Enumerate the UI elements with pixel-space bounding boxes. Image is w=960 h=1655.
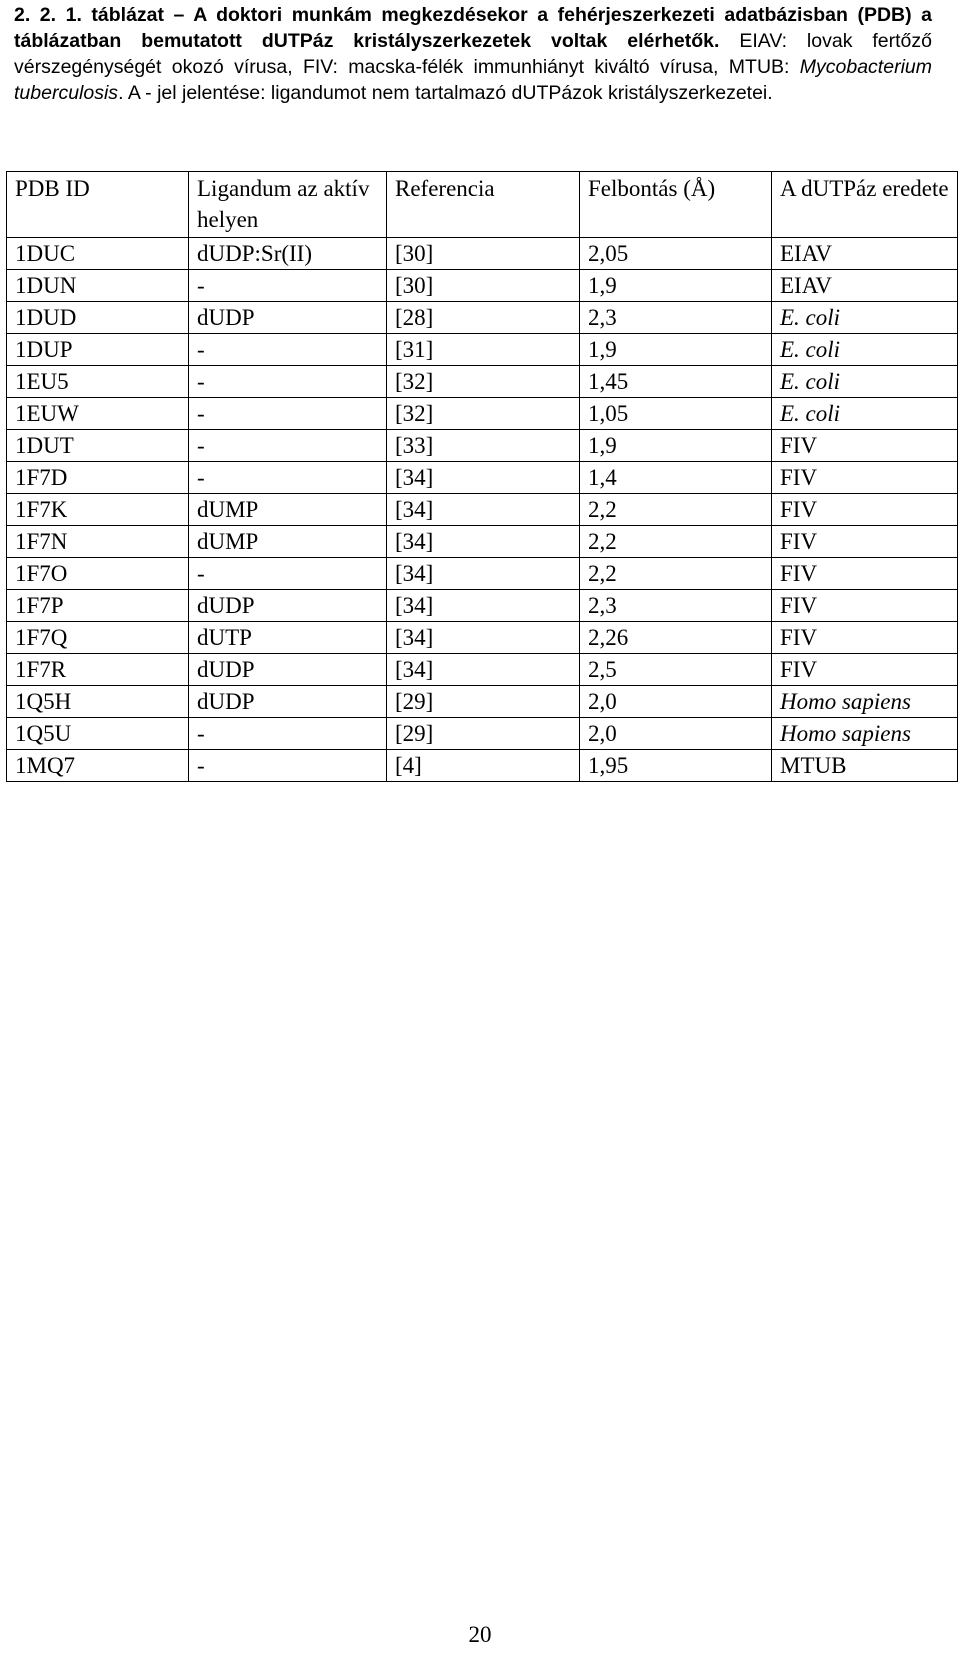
- cell-reference: [31]: [387, 334, 580, 366]
- cell-origin: FIV: [772, 526, 958, 558]
- table-row: [7, 238, 958, 270]
- cell-ligand: dUDP:Sr(II): [189, 238, 387, 270]
- table-row: [7, 430, 958, 462]
- cell-origin: FIV: [772, 590, 958, 622]
- cell-resolution: 1,9: [580, 430, 772, 462]
- cell-ligand: -: [189, 366, 387, 398]
- cell-reference: [32]: [387, 398, 580, 430]
- table-row: [7, 398, 958, 430]
- cell-pdb-id: 1F7O: [7, 558, 189, 590]
- page-number: 20: [468, 1622, 492, 1647]
- cell-resolution: 2,2: [580, 494, 772, 526]
- cell-ligand: -: [189, 398, 387, 430]
- caption-species-name: Mycobacterium tuberculosis: [14, 56, 932, 104]
- table-row: [7, 334, 958, 366]
- cell-resolution: 1,05: [580, 398, 772, 430]
- cell-pdb-id: 1DUN: [7, 270, 189, 302]
- cell-ligand: dUTP: [189, 622, 387, 654]
- table-row: [7, 494, 958, 526]
- cell-pdb-id: 1F7Q: [7, 622, 189, 654]
- cell-ligand: dUMP: [189, 526, 387, 558]
- cell-origin: MTUB: [772, 750, 958, 782]
- cell-resolution: 2,2: [580, 558, 772, 590]
- cell-resolution: 1,9: [580, 334, 772, 366]
- cell-pdb-id: 1DUP: [7, 334, 189, 366]
- cell-origin: FIV: [772, 430, 958, 462]
- cell-resolution: 1,9: [580, 270, 772, 302]
- caption-title: 2. 2. 1. táblázat – A doktori munkám megkezdésekor a fehérjeszerkezeti adatbázisban (PDB) a táblázatban bemutatott dUTPáz kristályszerkezetek voltak elérhetők.: [14, 4, 932, 52]
- cell-reference: [33]: [387, 430, 580, 462]
- cell-origin: FIV: [772, 654, 958, 686]
- cell-reference: [4]: [387, 750, 580, 782]
- cell-ligand: dUDP: [189, 654, 387, 686]
- table-body: [7, 238, 958, 782]
- table-row: [7, 558, 958, 590]
- cell-pdb-id: 1DUC: [7, 238, 189, 270]
- cell-origin: E. coli: [772, 398, 958, 430]
- cell-origin: EIAV: [772, 238, 958, 270]
- cell-reference: [30]: [387, 270, 580, 302]
- cell-ligand: -: [189, 334, 387, 366]
- cell-reference: [34]: [387, 622, 580, 654]
- header-pdb-id: PDB ID: [7, 172, 189, 238]
- dutpase-structures-table: [6, 171, 958, 782]
- cell-ligand: -: [189, 430, 387, 462]
- table-row: [7, 526, 958, 558]
- cell-pdb-id: 1EUW: [7, 398, 189, 430]
- cell-resolution: 1,45: [580, 366, 772, 398]
- cell-ligand: -: [189, 462, 387, 494]
- table-header-row: [7, 172, 958, 238]
- cell-reference: [34]: [387, 526, 580, 558]
- table-row: [7, 366, 958, 398]
- cell-origin: FIV: [772, 462, 958, 494]
- cell-origin: E. coli: [772, 366, 958, 398]
- cell-resolution: 2,0: [580, 718, 772, 750]
- header-reference: Referencia: [387, 172, 580, 238]
- cell-ligand: dUMP: [189, 494, 387, 526]
- cell-origin: E. coli: [772, 334, 958, 366]
- cell-origin: FIV: [772, 558, 958, 590]
- table-row: [7, 462, 958, 494]
- cell-ligand: dUDP: [189, 302, 387, 334]
- caption-text-1: EIAV: lovak fertőző vérszegénységét okozó vírusa, FIV: macska-félék immunhiányt kiváltó vírusa, MTUB:: [14, 30, 932, 78]
- cell-resolution: 2,3: [580, 302, 772, 334]
- cell-origin: Homo sapiens: [772, 718, 958, 750]
- table-row: [7, 654, 958, 686]
- cell-resolution: 2,26: [580, 622, 772, 654]
- cell-reference: [28]: [387, 302, 580, 334]
- cell-ligand: -: [189, 750, 387, 782]
- cell-resolution: 1,4: [580, 462, 772, 494]
- cell-resolution: 2,05: [580, 238, 772, 270]
- table-row: [7, 302, 958, 334]
- table-row: [7, 622, 958, 654]
- cell-resolution: 2,0: [580, 686, 772, 718]
- header-resolution: Felbontás (Å): [580, 172, 772, 238]
- cell-resolution: 1,95: [580, 750, 772, 782]
- cell-reference: [30]: [387, 238, 580, 270]
- cell-reference: [34]: [387, 558, 580, 590]
- cell-reference: [34]: [387, 590, 580, 622]
- cell-reference: [29]: [387, 686, 580, 718]
- table-row: [7, 750, 958, 782]
- cell-pdb-id: 1MQ7: [7, 750, 189, 782]
- cell-ligand: dUDP: [189, 686, 387, 718]
- cell-pdb-id: 1DUT: [7, 430, 189, 462]
- cell-reference: [34]: [387, 494, 580, 526]
- cell-resolution: 2,3: [580, 590, 772, 622]
- cell-ligand: -: [189, 718, 387, 750]
- header-origin: A dUTPáz eredete: [772, 172, 958, 238]
- cell-origin: Homo sapiens: [772, 686, 958, 718]
- table-row: [7, 718, 958, 750]
- header-ligand: Ligandum az aktív helyen: [189, 172, 387, 238]
- cell-pdb-id: 1F7N: [7, 526, 189, 558]
- cell-origin: FIV: [772, 494, 958, 526]
- cell-pdb-id: 1EU5: [7, 366, 189, 398]
- cell-pdb-id: 1F7R: [7, 654, 189, 686]
- cell-resolution: 2,5: [580, 654, 772, 686]
- cell-pdb-id: 1Q5U: [7, 718, 189, 750]
- cell-reference: [34]: [387, 462, 580, 494]
- caption-text-2: . A - jel jelentése: ligandumot nem tartalmazó dUTPázok kristályszerkezetei.: [118, 82, 773, 104]
- cell-origin: E. coli: [772, 302, 958, 334]
- cell-origin: FIV: [772, 622, 958, 654]
- cell-origin: EIAV: [772, 270, 958, 302]
- table-row: [7, 590, 958, 622]
- cell-ligand: -: [189, 270, 387, 302]
- cell-reference: [32]: [387, 366, 580, 398]
- cell-ligand: dUDP: [189, 590, 387, 622]
- cell-reference: [29]: [387, 718, 580, 750]
- cell-pdb-id: 1F7P: [7, 590, 189, 622]
- cell-resolution: 2,2: [580, 526, 772, 558]
- cell-reference: [34]: [387, 654, 580, 686]
- cell-ligand: -: [189, 558, 387, 590]
- cell-pdb-id: 1Q5H: [7, 686, 189, 718]
- table-row: [7, 270, 958, 302]
- cell-pdb-id: 1F7K: [7, 494, 189, 526]
- cell-pdb-id: 1DUD: [7, 302, 189, 334]
- table-row: [7, 686, 958, 718]
- cell-pdb-id: 1F7D: [7, 462, 189, 494]
- table-caption: [14, 2, 932, 106]
